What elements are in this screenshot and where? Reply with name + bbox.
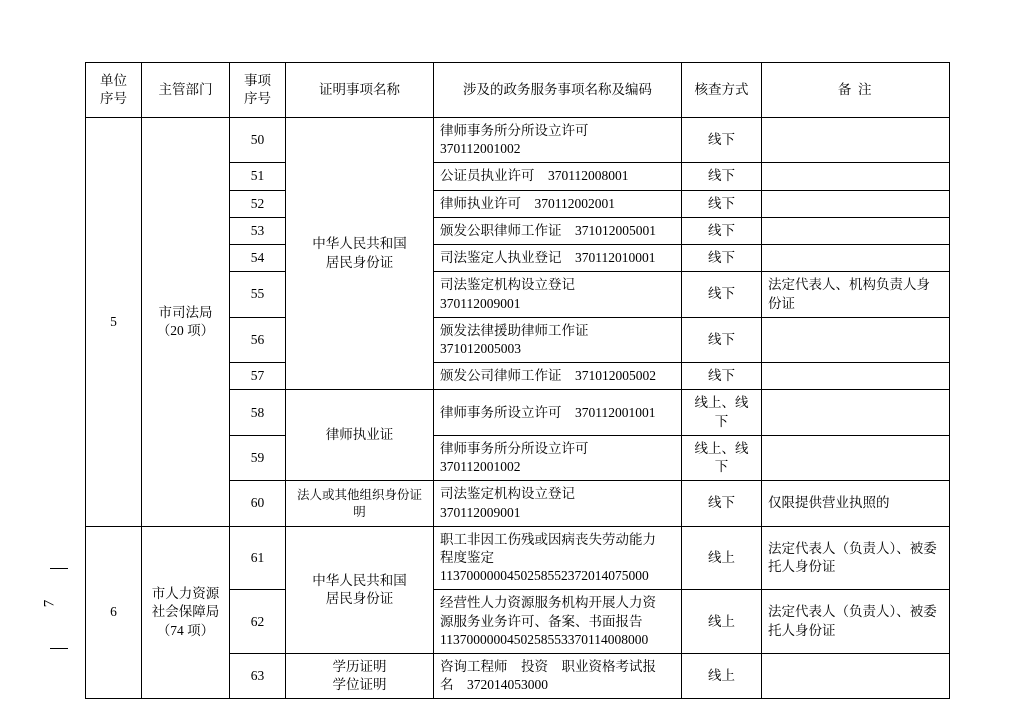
item-no-cell: 50 bbox=[230, 118, 286, 163]
header-item-no-line2: 序号 bbox=[244, 91, 271, 106]
check-method-cell: 线下 bbox=[682, 481, 762, 526]
item-no-cell: 61 bbox=[230, 526, 286, 590]
service-line1: 经营性人力资源服务机构开展人力资 bbox=[440, 595, 656, 611]
department-line2: （20 项） bbox=[156, 322, 215, 338]
service-line2: 源服务业务许可、备案、书面报告 bbox=[440, 613, 643, 629]
service-line1: 律师事务所分所设立许可 bbox=[440, 123, 589, 138]
page-mark-bottom bbox=[50, 648, 68, 649]
header-cert-name: 证明事项名称 bbox=[286, 63, 434, 118]
service-line1: 司法鉴定机构设立登记 bbox=[440, 486, 575, 502]
service-cell: 司法鉴定人执业登记 370112010001 bbox=[434, 245, 682, 272]
service-line1: 律师事务所分所设立许可 bbox=[440, 440, 589, 456]
cert-name-cell bbox=[286, 118, 434, 390]
remark-cell bbox=[762, 363, 950, 390]
check-method-cell: 线下 bbox=[682, 272, 762, 317]
item-no-cell: 52 bbox=[230, 190, 286, 217]
remark-cell: 仅限提供营业执照的 bbox=[762, 481, 950, 526]
item-no-cell: 59 bbox=[230, 435, 286, 480]
service-line3: 1137000000450258553370114008000 bbox=[440, 631, 649, 647]
remark-cell bbox=[762, 390, 950, 435]
remark-cell bbox=[762, 272, 950, 317]
certification-items-table bbox=[85, 62, 950, 699]
item-no-cell: 58 bbox=[230, 390, 286, 435]
cert-name-cell: 律师执业证 bbox=[286, 390, 434, 481]
service-line2: 370112001002 bbox=[440, 459, 521, 475]
service-line1: 职工非因工伤残或因病丧失劳动能力 bbox=[440, 531, 656, 547]
cert-name-line1: 中华人民共和国 bbox=[312, 236, 407, 252]
remark-cell bbox=[762, 190, 950, 217]
service-cell: 律师事务所设立许可 370112001001 bbox=[434, 390, 682, 435]
header-unit-no bbox=[86, 63, 142, 118]
item-no-cell: 55 bbox=[230, 272, 286, 317]
service-cell bbox=[434, 481, 682, 526]
table-row bbox=[86, 118, 950, 163]
remark-line2: 托人身份证 bbox=[768, 559, 836, 575]
service-line2: 名 372014053000 bbox=[440, 677, 548, 693]
remark-cell bbox=[762, 317, 950, 362]
service-cell bbox=[434, 118, 682, 163]
item-no-cell: 56 bbox=[230, 317, 286, 362]
department-cell bbox=[142, 118, 230, 527]
header-unit-no-line1: 单位 bbox=[100, 72, 127, 88]
page-number: 7 bbox=[41, 599, 58, 608]
service-line2: 370112009001 bbox=[440, 295, 521, 311]
service-line1: 咨询工程师 投资 职业资格考试报 bbox=[440, 659, 656, 675]
item-no-cell: 53 bbox=[230, 217, 286, 244]
cert-name-line2: 居民身份证 bbox=[325, 254, 394, 270]
service-cell bbox=[434, 317, 682, 362]
item-no-cell: 63 bbox=[230, 654, 286, 699]
service-line1: 司法鉴定机构设立登记 bbox=[440, 277, 575, 293]
service-line2: 370112001002 bbox=[440, 141, 521, 157]
check-method-cell: 线下 bbox=[682, 190, 762, 217]
remark-cell bbox=[762, 245, 950, 272]
unit-no-cell: 6 bbox=[86, 526, 142, 699]
check-method-cell: 线上 bbox=[682, 526, 762, 590]
cert-name-cell: 法人或其他组织身份证明 bbox=[286, 481, 434, 526]
header-item-no bbox=[230, 63, 286, 118]
department-cell bbox=[142, 526, 230, 699]
department-line1: 市司法局 bbox=[158, 304, 213, 320]
header-check-method: 核查方式 bbox=[682, 63, 762, 118]
remark-line1: 法定代表人、机构负责人身 bbox=[768, 277, 930, 293]
check-method-cell: 线下 bbox=[682, 317, 762, 362]
item-no-cell: 62 bbox=[230, 590, 286, 654]
service-line3: 1137000000450258552372014075000 bbox=[440, 568, 649, 584]
table-row bbox=[86, 526, 950, 590]
remark-cell bbox=[762, 435, 950, 480]
item-no-cell: 54 bbox=[230, 245, 286, 272]
remark-line1: 法定代表人（负责人）、被委 bbox=[768, 604, 937, 620]
header-remark: 备 注 bbox=[762, 63, 950, 118]
service-cell bbox=[434, 526, 682, 590]
item-no-cell: 57 bbox=[230, 363, 286, 390]
table-header-row bbox=[86, 63, 950, 118]
item-no-cell: 51 bbox=[230, 163, 286, 190]
item-no-cell: 60 bbox=[230, 481, 286, 526]
check-method-cell: 线下 bbox=[682, 118, 762, 163]
cert-name-cell bbox=[286, 654, 434, 699]
check-method-cell: 线下 bbox=[682, 217, 762, 244]
remark-cell bbox=[762, 654, 950, 699]
service-cell bbox=[434, 654, 682, 699]
remark-cell bbox=[762, 590, 950, 654]
page-mark-top bbox=[50, 568, 68, 569]
check-method-cell: 线上、线下 bbox=[682, 435, 762, 480]
department-line3: （74 项） bbox=[156, 622, 215, 638]
check-method-cell: 线下 bbox=[682, 363, 762, 390]
check-method-cell: 线上 bbox=[682, 654, 762, 699]
service-line2: 程度鉴定 bbox=[440, 549, 494, 565]
header-item-no-line1: 事项 bbox=[244, 72, 271, 88]
remark-line2: 份证 bbox=[768, 295, 795, 311]
service-cell: 公证员执业许可 370112008001 bbox=[434, 163, 682, 190]
header-unit-no-line2: 序号 bbox=[100, 91, 127, 106]
check-method-cell: 线上 bbox=[682, 590, 762, 654]
department-line1: 市人力资源 bbox=[151, 586, 220, 602]
cert-name-line2: 居民身份证 bbox=[325, 590, 394, 606]
remark-cell bbox=[762, 163, 950, 190]
cert-name-line1: 学历证明 bbox=[332, 659, 387, 675]
service-line2: 370112009001 bbox=[440, 504, 521, 520]
service-cell: 颁发公职律师工作证 371012005001 bbox=[434, 217, 682, 244]
service-line2: 371012005003 bbox=[440, 340, 521, 356]
service-cell bbox=[434, 435, 682, 480]
header-department: 主管部门 bbox=[142, 63, 230, 118]
service-cell: 律师执业许可 370112002001 bbox=[434, 190, 682, 217]
service-line1: 颁发法律援助律师工作证 bbox=[440, 322, 589, 338]
check-method-cell: 线下 bbox=[682, 163, 762, 190]
check-method-cell: 线下 bbox=[682, 245, 762, 272]
remark-cell bbox=[762, 118, 950, 163]
cert-name-cell bbox=[286, 526, 434, 653]
unit-no-cell: 5 bbox=[86, 118, 142, 527]
remark-cell bbox=[762, 217, 950, 244]
header-service-name: 涉及的政务服务事项名称及编码 bbox=[434, 63, 682, 118]
remark-line2: 托人身份证 bbox=[768, 622, 836, 638]
service-cell bbox=[434, 590, 682, 654]
remark-line1: 法定代表人（负责人）、被委 bbox=[768, 540, 937, 556]
service-cell bbox=[434, 272, 682, 317]
check-method-cell: 线上、线下 bbox=[682, 390, 762, 435]
cert-name-line1: 中华人民共和国 bbox=[312, 572, 407, 588]
department-line2: 社会保障局 bbox=[151, 604, 220, 620]
service-cell: 颁发公司律师工作证 371012005002 bbox=[434, 363, 682, 390]
cert-name-line2: 学位证明 bbox=[332, 677, 387, 693]
remark-cell bbox=[762, 526, 950, 590]
